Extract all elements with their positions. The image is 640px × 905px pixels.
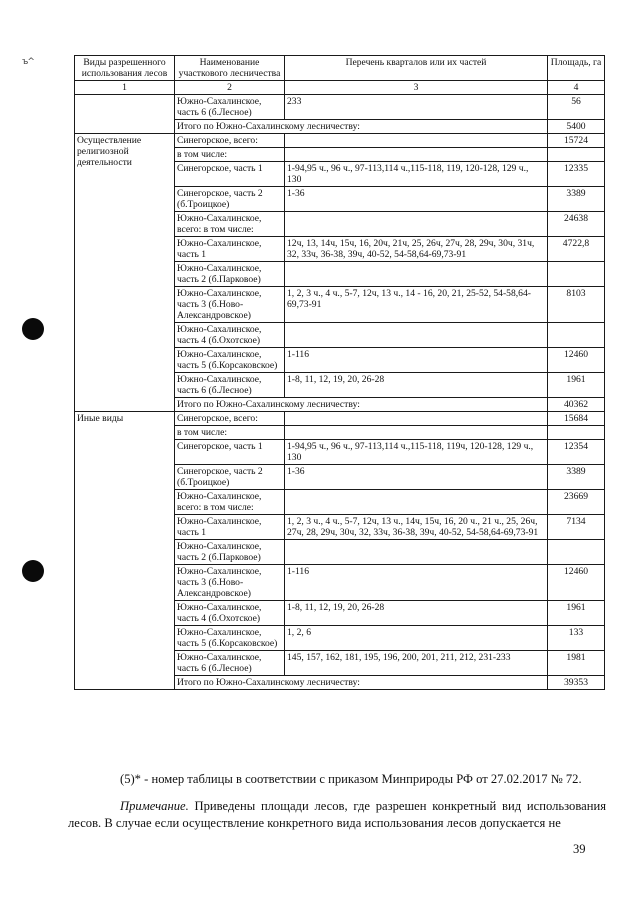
area-cell: 15684 bbox=[548, 412, 605, 426]
scan-artifact: ъ^ bbox=[22, 57, 34, 67]
forestry-name-cell: Южно-Сахалинское, часть 2 (б.Парковое) bbox=[175, 262, 285, 287]
quarters-cell: 233 bbox=[285, 95, 548, 120]
quarters-cell bbox=[285, 490, 548, 515]
forestry-name-cell: Южно-Сахалинское, часть 2 (б.Парковое) bbox=[175, 540, 285, 565]
quarters-cell bbox=[285, 262, 548, 287]
area-cell: 12460 bbox=[548, 348, 605, 373]
forestry-name-cell: Южно-Сахалинское, часть 6 (б.Лесное) bbox=[175, 651, 285, 676]
column-number: 4 bbox=[548, 81, 605, 95]
quarters-cell: 1, 2, 6 bbox=[285, 626, 548, 651]
area-cell: 133 bbox=[548, 626, 605, 651]
area-cell bbox=[548, 426, 605, 440]
header-forestry-name: Наименование участкового лесничества bbox=[175, 56, 285, 81]
area-cell: 15724 bbox=[548, 134, 605, 148]
quarters-cell: 12ч, 13, 14ч, 15ч, 16, 20ч, 21ч, 25, 26ч, 27ч, 28, 29ч, 30ч, 31ч, 32, 33ч, 36-38, 39ч, 40-52, 54-58,64-69,73-91 bbox=[285, 237, 548, 262]
forestry-name-cell: в том числе: bbox=[175, 148, 285, 162]
quarters-cell: 145, 157, 162, 181, 195, 196, 200, 201, 211, 212, 231-233 bbox=[285, 651, 548, 676]
quarters-cell: 1-116 bbox=[285, 348, 548, 373]
forestry-name-cell: Южно-Сахалинское, часть 6 (б.Лесное) bbox=[175, 95, 285, 120]
use-type-cell bbox=[75, 95, 175, 134]
area-cell: 12335 bbox=[548, 162, 605, 187]
header-use-type: Виды разрешенного использования лесов bbox=[75, 56, 175, 81]
forestry-name-cell: Южно-Сахалинское, часть 1 bbox=[175, 237, 285, 262]
quarters-cell: 1-94,95 ч., 96 ч., 97-113,114 ч.,115-118, 119, 120-128, 129 ч., 130 bbox=[285, 162, 548, 187]
table-row bbox=[75, 134, 605, 148]
quarters-cell: 1, 2, 3 ч., 4 ч., 5-7, 12ч, 13 ч., 14ч, 15ч, 16, 20 ч., 21 ч., 25, 26ч, 27ч, 28, 29ч, 30ч, 32, 33ч, 36-38, 39ч, 40-52, 54-58,64-69,73-91 bbox=[285, 515, 548, 540]
forestry-name-cell: Синегорское, часть 2 (б.Троицкое) bbox=[175, 187, 285, 212]
forestry-name-cell: Синегорское, часть 1 bbox=[175, 440, 285, 465]
quarters-cell: 1-116 bbox=[285, 565, 548, 601]
quarters-cell: 1-36 bbox=[285, 465, 548, 490]
forestry-name-cell: Южно-Сахалинское, часть 5 (б.Корсаковское) bbox=[175, 348, 285, 373]
quarters-cell bbox=[285, 412, 548, 426]
area-cell: 7134 bbox=[548, 515, 605, 540]
table-header-row bbox=[75, 56, 605, 81]
area-cell: 8103 bbox=[548, 287, 605, 323]
column-number: 3 bbox=[285, 81, 548, 95]
forestry-name-cell: Южно-Сахалинское, часть 5 (б.Корсаковское) bbox=[175, 626, 285, 651]
quarters-cell bbox=[285, 212, 548, 237]
area-cell bbox=[548, 262, 605, 287]
column-number: 2 bbox=[175, 81, 285, 95]
total-label: Итого по Южно-Сахалинскому лесничеству: bbox=[175, 398, 548, 412]
area-cell: 1961 bbox=[548, 373, 605, 398]
area-cell: 3389 bbox=[548, 465, 605, 490]
quarters-cell bbox=[285, 134, 548, 148]
forestry-name-cell: в том числе: bbox=[175, 426, 285, 440]
area-cell: 1981 bbox=[548, 651, 605, 676]
quarters-cell bbox=[285, 323, 548, 348]
area-cell bbox=[548, 540, 605, 565]
area-cell: 12460 bbox=[548, 565, 605, 601]
forestry-name-cell: Южно-Сахалинское, часть 4 (б.Охотское) bbox=[175, 323, 285, 348]
punch-hole-bottom bbox=[22, 560, 44, 582]
area-cell: 1961 bbox=[548, 601, 605, 626]
table-row bbox=[75, 412, 605, 426]
area-cell: 23669 bbox=[548, 490, 605, 515]
forestry-name-cell: Синегорское, часть 1 bbox=[175, 162, 285, 187]
area-cell bbox=[548, 148, 605, 162]
quarters-cell: 1-8, 11, 12, 19, 20, 26-28 bbox=[285, 601, 548, 626]
total-label: Итого по Южно-Сахалинскому лесничеству: bbox=[175, 120, 548, 134]
forestry-name-cell: Синегорское, всего: bbox=[175, 134, 285, 148]
total-area: 39353 bbox=[548, 676, 605, 690]
forestry-name-cell: Южно-Сахалинское, часть 4 (б.Охотское) bbox=[175, 601, 285, 626]
quarters-cell: 1-94,95 ч., 96 ч., 97-113,114 ч.,115-118, 119ч, 120-128, 129 ч., 130 bbox=[285, 440, 548, 465]
use-type-cell: Иные виды bbox=[75, 412, 175, 690]
column-number-row bbox=[75, 81, 605, 95]
forestry-name-cell: Синегорское, часть 2 (б.Троицкое) bbox=[175, 465, 285, 490]
forestry-name-cell: Южно-Сахалинское, часть 1 bbox=[175, 515, 285, 540]
total-area: 5400 bbox=[548, 120, 605, 134]
table-body bbox=[75, 95, 605, 690]
column-number: 1 bbox=[75, 81, 175, 95]
area-cell: 4722,8 bbox=[548, 237, 605, 262]
area-cell: 12354 bbox=[548, 440, 605, 465]
total-label: Итого по Южно-Сахалинскому лесничеству: bbox=[175, 676, 548, 690]
header-quarters: Перечень кварталов или их частей bbox=[285, 56, 548, 81]
forestry-name-cell: Южно-Сахалинское, всего: в том числе: bbox=[175, 490, 285, 515]
quarters-cell: 1, 2, 3 ч., 4 ч., 5-7, 12ч, 13 ч., 14 - 16, 20, 21, 25-52, 54-58,64-69,73-91 bbox=[285, 287, 548, 323]
quarters-cell bbox=[285, 426, 548, 440]
note-text: Приведены площади лесов, где разрешен конкретный вид использования лесов. В случае если осуществление конкретного вида использования лесов допускается не bbox=[68, 799, 606, 830]
forest-use-table bbox=[74, 55, 605, 690]
header-area: Площадь, га bbox=[548, 56, 605, 81]
use-type-cell: Осуществление религиозной деятельности bbox=[75, 134, 175, 412]
punch-hole-top bbox=[22, 318, 44, 340]
note-paragraph bbox=[68, 798, 606, 832]
quarters-cell bbox=[285, 148, 548, 162]
area-cell: 56 bbox=[548, 95, 605, 120]
forestry-name-cell: Южно-Сахалинское, часть 3 (б.Ново-Александровское) bbox=[175, 565, 285, 601]
forestry-name-cell: Южно-Сахалинское, всего: в том числе: bbox=[175, 212, 285, 237]
area-cell bbox=[548, 323, 605, 348]
quarters-cell: 1-36 bbox=[285, 187, 548, 212]
area-cell: 3389 bbox=[548, 187, 605, 212]
area-cell: 24638 bbox=[548, 212, 605, 237]
forestry-name-cell: Синегорское, всего: bbox=[175, 412, 285, 426]
note-label: Примечание. bbox=[120, 799, 189, 813]
total-area: 40362 bbox=[548, 398, 605, 412]
quarters-cell: 1-8, 11, 12, 19, 20, 26-28 bbox=[285, 373, 548, 398]
forestry-name-cell: Южно-Сахалинское, часть 3 (б.Ново-Александровское) bbox=[175, 287, 285, 323]
table-row bbox=[75, 95, 605, 120]
footnote: (5)* - номер таблицы в соответствии с приказом Минприроды РФ от 27.02.2017 № 72. bbox=[120, 772, 582, 786]
quarters-cell bbox=[285, 540, 548, 565]
page-number: 39 bbox=[573, 842, 586, 856]
forestry-name-cell: Южно-Сахалинское, часть 6 (б.Лесное) bbox=[175, 373, 285, 398]
